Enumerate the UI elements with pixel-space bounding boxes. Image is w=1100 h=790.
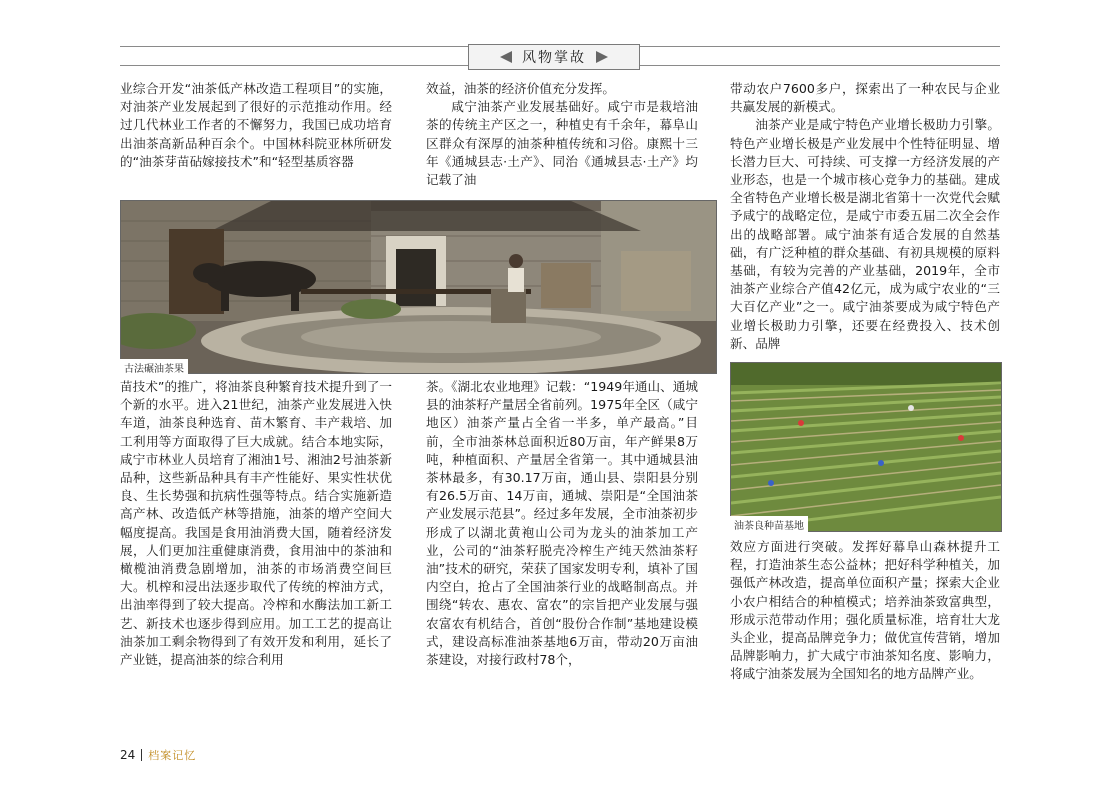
column-2-top: [426, 80, 698, 192]
paragraph: 效应方面进行突破。发挥好幕阜山森林提升工程，打造油茶生态公益林；把好科学种植关，加强低产林改造，提高单位面积产量；探索大企业小农户相结合的种植模式；培养油茶致富典型，形成示范带动作用；强化质量标准，培育壮大龙头企业，提高品牌竞争力；做优宣传营销，增加品牌影响力，扩大咸宁市油茶知名度、影响力，将咸宁油茶发展为全国知名的地方品牌产业。: [730, 539, 1000, 682]
arrow-right-icon: [596, 51, 608, 63]
section-banner: [468, 44, 640, 70]
column-1-top: [120, 80, 392, 192]
paragraph: 带动农户7600多户，探索出了一种农民与企业共赢发展的新模式。: [730, 81, 1000, 115]
paragraph: 苗技术”的推广，将油茶良种繁育技术提升到了一个新的水平。进入21世纪，油茶产业发展进入快车道，油茶良种选育、苗木繁育、丰产栽培、加工利用等方面取得了巨大成就。结合本地实际，咸宁市林业人员培育了湘油1号、湘油2号油茶新品种，这些新品种具有丰产性能好、果实性状优良、生长势强和抗病性强等特点。结合实施新造高产林、改造低产林等措施，油茶的增产空间大幅度提高。我国是食用油消费大国，随着经济发展，人们更加注重健康消费，食用油中的茶油和橄榄油消费急剧增加，油茶的市场消费空间巨大。机榨和浸出法逐步取代了传统的榨油方式，出油率得到了较大提高。冷榨和水酶法加工新工艺、新技术也逐步得到应用。加工工艺的提高让油茶加工剩余物得到了有效开发和利用，延长了产业链，提高油茶的综合利用: [120, 379, 392, 668]
page-number: 24: [120, 748, 136, 762]
paragraph: 油茶产业是咸宁特色产业增长极助力引擎。特色产业增长极是产业发展中个性特征明显、增长潜力巨大、可持续、可支撑一方经济发展的产业形态，也是一个城市核心竞争力的基础。建成全省特色产业增长极是湖北省第十一次党代会赋予咸宁的战略定位，是咸宁市委五届二次全会作出的战略部署。咸宁油茶有适合发展的自然基础，有广泛种植的群众基础、有初具规模的原料基础，有较为完善的产业基础，2019年，全市油茶产业综合产值42亿元，成为咸宁农业的“三大百亿产业”之一。咸宁油茶要成为咸宁特色产业增长极助力引擎，还要在经费投入、技术创新、品牌: [730, 117, 1000, 351]
footer-divider: [141, 749, 142, 761]
nursery-image: [731, 363, 1001, 531]
photo-caption-nursery: 油茶良种苗基地: [730, 516, 808, 533]
photo-caption-oil-press: 古法碾油茶果: [120, 359, 188, 376]
magazine-name: 档案记忆: [148, 749, 197, 762]
photo-nursery: [730, 362, 1002, 532]
section-title: 风物掌故: [522, 50, 586, 66]
paragraph: 效益，油茶的经济价值充分发挥。: [426, 81, 615, 96]
column-3-top: [730, 80, 1000, 356]
paragraph: 咸宁油茶产业发展基础好。咸宁市是栽培油茶的传统主产区之一，种植史有千余年，幕阜山区群众有深厚的油茶种植传统和习俗。康熙十三年《通城县志·土产》、同治《通城县志·土产》均记载了油: [426, 99, 698, 188]
arrow-left-icon: [500, 51, 512, 63]
column-2-bottom: [426, 378, 698, 738]
column-3-bottom: [730, 538, 1000, 738]
photo-oil-press: [120, 200, 717, 374]
page-footer: [120, 747, 196, 763]
paragraph: 业综合开发“油茶低产林改造工程项目”的实施，对油茶产业发展起到了很好的示范推动作用。经过几代林业工作者的不懈努力，我国已成功培育出油茶高新品种百余个。中国林科院亚林所研发的“油茶芽苗砧嫁接技术”和“轻型基质容器: [120, 81, 392, 169]
oil-press-image: [121, 201, 716, 373]
paragraph: 茶。《湖北农业地理》记载：“1949年通山、通城县的油茶籽产量居全省前列。1975年全区（咸宁地区）油茶产量占全省一半多，单产最高。”目前，全市油茶林总面积近80万亩，年产鲜果8万吨，种植面积、产量居全省第一。其中通城县油茶林最多，有30.17万亩，通山县、崇阳县分别有26.5万亩、14万亩，通城、崇阳是“全国油茶产业发展示范县”。经过多年发展，全市油茶初步形成了以湖北黄袍山公司为龙头的油茶加工产业，公司的“油茶籽脱壳冷榨生产纯天然油茶籽油”技术的研究，荣获了国家发明专利，填补了国内空白，抢占了全国油茶行业的战略制高点。并围绕“转农、惠农、富农”的宗旨把产业发展与强农富农有机结合，首创“股份合作制”基地建设模式，建设高标准油茶基地6万亩，带动20万亩油茶建设，对接行政村78个，: [426, 379, 698, 668]
column-1-bottom: [120, 378, 392, 738]
